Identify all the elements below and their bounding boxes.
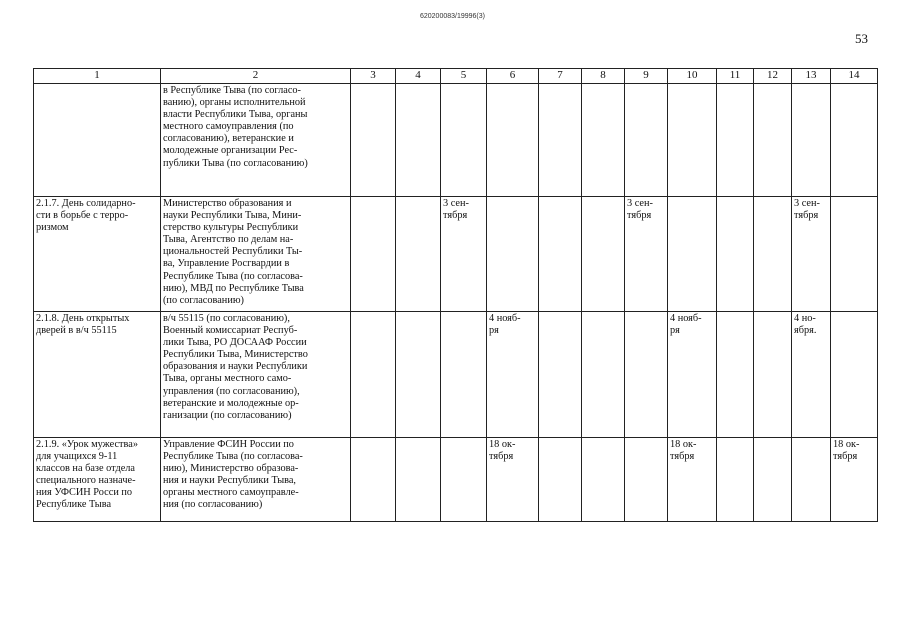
date-cell [625,438,668,522]
document-id: 620200083/19996(3) [419,13,485,20]
date-cell [754,438,792,522]
page-number: 53 [855,31,868,46]
column-header: 1 [34,69,161,84]
event-cell-text: 2.1.8. День открытых дверей в в/ч 55115 [36,313,130,337]
responsible-cell-text: Управление ФСИН России по Республике Тыва (по согласова- нию), Министерство образова- ния и науки Республики Тыва, органы местного самоуправле- ния (по согласованию) [163,439,303,511]
date-cell [754,312,792,438]
schedule-table [33,68,878,522]
column-header: 10 [668,69,717,84]
column-header: 3 [351,69,396,84]
date-cell [625,312,668,438]
date-cell [351,312,396,438]
date-cell [351,197,396,312]
date-cell-text: 3 сен- тября [443,198,469,222]
date-cell [792,197,831,312]
date-cell [582,438,625,522]
date-cell [582,197,625,312]
date-cell [396,197,441,312]
date-cell [668,84,717,197]
date-cell [487,312,539,438]
responsible-cell-text: Министерство образования и науки Республики Тыва, Мини- стерство культуры Республики Тыва, Агентство по делам на- циональностей Республики Ты- ва, Управление Росгвардии в Республике Тыва (по согласова- нию), МВД по Республике Тыва (по согласованию) [163,198,304,306]
date-cell [754,197,792,312]
date-cell [831,438,878,522]
event-cell [34,312,161,438]
date-cell [792,312,831,438]
date-cell [582,84,625,197]
date-cell [831,312,878,438]
date-cell [625,197,668,312]
date-cell-text: 18 ок- тября [833,439,860,463]
responsible-cell [161,84,351,197]
date-cell [539,197,582,312]
column-header: 2 [161,69,351,84]
event-cell [34,84,161,197]
date-cell [668,438,717,522]
event-cell [34,438,161,522]
date-cell [396,312,441,438]
date-cell [717,312,754,438]
date-cell [441,197,487,312]
date-cell [792,84,831,197]
column-header: 6 [487,69,539,84]
date-cell-text: 4 но- ября. [794,313,817,337]
date-cell [625,84,668,197]
responsible-cell [161,197,351,312]
date-cell-text: 3 сен- тября [627,198,653,222]
date-cell [487,438,539,522]
date-cell [717,438,754,522]
column-header: 9 [625,69,668,84]
date-cell [792,438,831,522]
date-cell-text: 3 сен- тября [794,198,820,222]
date-cell [441,84,487,197]
date-cell-text: 4 нояб- ря [489,313,521,337]
responsible-cell-text: в Республике Тыва (по согласо- ванию), органы исполнительной власти Республики Тыва, органы местного самоуправления (по согласованию), ветеранские и молодежные организации Рес- публики Тыва (по согласованию) [163,85,308,169]
event-cell-text: 2.1.9. «Урок мужества» для учащихся 9-11 классов на базе отдела специального назначе- ния УФСИН Росси по Республике Тыва [36,439,138,511]
date-cell [487,84,539,197]
column-header: 5 [441,69,487,84]
date-cell [487,197,539,312]
date-cell [831,84,878,197]
date-cell [831,197,878,312]
date-cell-text: 18 ок- тября [489,439,516,463]
date-cell [351,438,396,522]
date-cell [441,438,487,522]
column-header: 7 [539,69,582,84]
table-row [34,438,878,522]
date-cell [441,312,487,438]
date-cell [539,312,582,438]
date-cell [717,197,754,312]
date-cell [754,84,792,197]
date-cell [668,197,717,312]
date-cell [396,84,441,197]
date-cell-text: 4 нояб- ря [670,313,702,337]
column-header: 14 [831,69,878,84]
date-cell [582,312,625,438]
table-header-row [34,69,878,84]
event-cell-text: 2.1.7. День солидарно- сти в борьбе с терро- ризмом [36,198,136,234]
column-header: 8 [582,69,625,84]
table-row [34,312,878,438]
responsible-cell-text: в/ч 55115 (по согласованию), Военный комиссариат Респуб- лики Тыва, РО ДОСААФ России Республики Тыва, Министерство образования и науки Республики Тыва, органы местного само- управления (по согласованию), ветеранские и молодежные ор- ганизации (по согласованию) [163,313,308,421]
table-row [34,197,878,312]
responsible-cell [161,438,351,522]
date-cell [668,312,717,438]
event-cell [34,197,161,312]
column-header: 13 [792,69,831,84]
date-cell [351,84,396,197]
column-header: 12 [754,69,792,84]
date-cell [539,438,582,522]
column-header: 11 [717,69,754,84]
date-cell [717,84,754,197]
table-row [34,84,878,197]
responsible-cell [161,312,351,438]
date-cell-text: 18 ок- тября [670,439,697,463]
column-header: 4 [396,69,441,84]
date-cell [396,438,441,522]
date-cell [539,84,582,197]
